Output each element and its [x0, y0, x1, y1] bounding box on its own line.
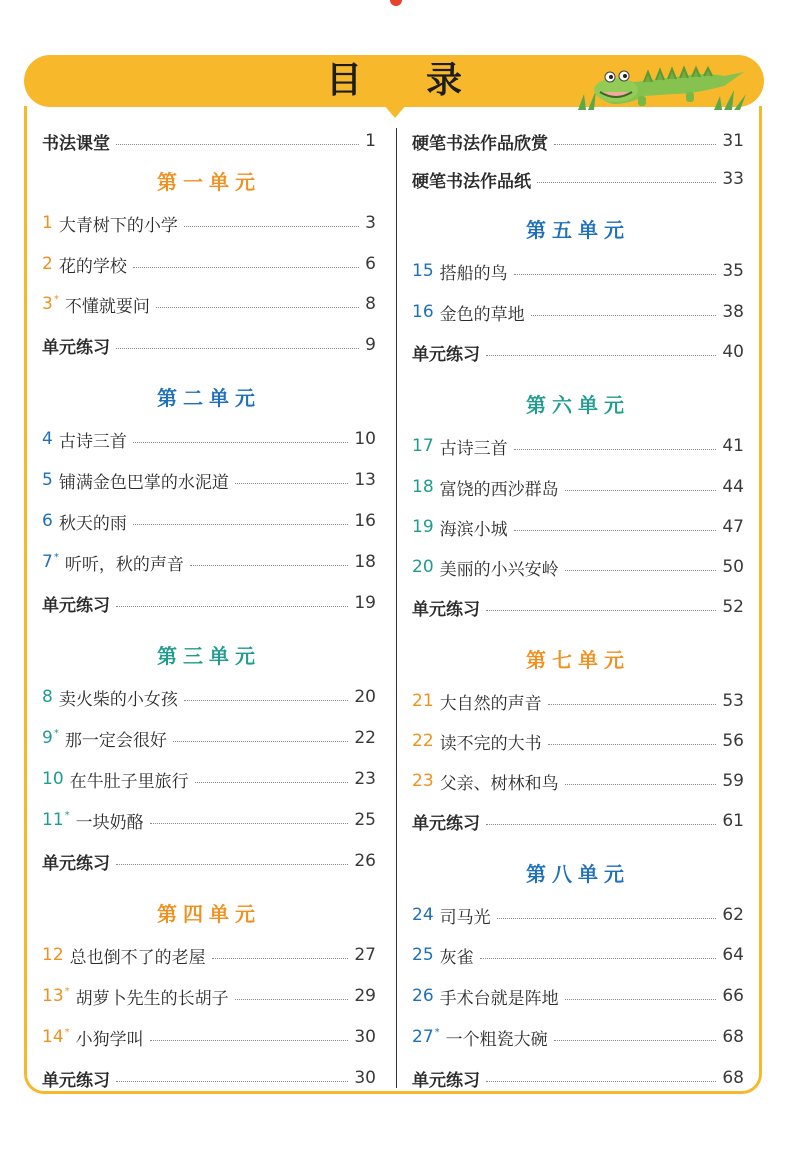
optional-lesson-mark: * [53, 552, 59, 564]
optional-lesson-mark: * [53, 728, 59, 740]
entry-title: 卖火柴的小女孩 [58, 689, 178, 710]
page-number: 66 [722, 986, 744, 1006]
unit-heading: 第五单元 [526, 218, 630, 242]
page-number: 53 [722, 691, 744, 711]
unit-heading: 第一单元 [157, 170, 261, 194]
toc-lesson-entry[interactable] [42, 1024, 376, 1050]
toc-lesson-entry[interactable] [42, 467, 376, 493]
lesson-number-text: 5 [42, 470, 53, 490]
lesson-number-text: 3 [42, 294, 53, 314]
dot-leader [480, 958, 717, 959]
toc-lesson-entry[interactable] [412, 728, 744, 754]
lesson-number [42, 687, 53, 707]
dot-leader [195, 782, 349, 783]
dot-leader [116, 348, 359, 349]
optional-lesson-mark: * [64, 810, 70, 822]
lesson-number [412, 517, 434, 537]
dot-leader [537, 182, 716, 183]
lesson-number-text: 7 [42, 552, 53, 572]
entry-title: 单元练习 [42, 1070, 110, 1091]
lesson-number-text: 22 [412, 731, 434, 751]
toc-lesson-entry[interactable] [412, 688, 744, 714]
page-number: 56 [722, 731, 744, 751]
lesson-number-text: 6 [42, 511, 53, 531]
lesson-number-text: 20 [412, 557, 434, 577]
dot-leader [486, 610, 716, 611]
entry-title: 单元练习 [412, 1070, 480, 1091]
lesson-number-text: 9 [42, 728, 53, 748]
lesson-number-text: 15 [412, 261, 434, 281]
dot-leader [548, 744, 717, 745]
entry-title: 搭船的鸟 [439, 263, 508, 284]
entry-title: 胡萝卜先生的长胡子 [75, 988, 229, 1009]
toc-lesson-entry[interactable] [412, 902, 744, 928]
lesson-number [412, 557, 434, 577]
dot-leader [150, 823, 349, 824]
page-number: 29 [354, 986, 376, 1006]
dot-leader [133, 524, 349, 525]
lesson-number [42, 810, 70, 830]
page-number: 18 [354, 552, 376, 572]
lesson-number-text: 13 [42, 986, 64, 1006]
toc-lesson-entry[interactable] [42, 251, 376, 277]
toc-lesson-entry[interactable] [42, 508, 376, 534]
page-number: 22 [354, 728, 376, 748]
optional-lesson-mark: * [53, 294, 59, 306]
dot-leader [116, 144, 359, 145]
lesson-number [412, 436, 434, 456]
lesson-number-text: 23 [412, 771, 434, 791]
entry-title: 手术台就是阵地 [439, 988, 559, 1009]
page-number: 61 [722, 811, 744, 831]
lesson-number [42, 728, 59, 748]
toc-lesson-entry[interactable] [412, 1024, 744, 1050]
dot-leader [116, 606, 348, 607]
unit-heading: 第三单元 [157, 644, 261, 668]
toc-section-entry[interactable] [42, 1065, 376, 1091]
toc-lesson-entry[interactable] [42, 426, 376, 452]
dot-leader [235, 483, 349, 484]
page-number: 16 [354, 511, 376, 531]
page-number: 30 [354, 1068, 376, 1088]
lesson-number-text: 27 [412, 1027, 434, 1047]
toc-lesson-entry[interactable] [42, 549, 376, 575]
toc-section-entry[interactable] [412, 808, 744, 834]
lesson-number [412, 945, 434, 965]
page-number: 25 [354, 810, 376, 830]
entry-title: 富饶的西沙群岛 [439, 479, 559, 500]
lesson-number-text: 10 [42, 769, 64, 789]
lesson-number [412, 1027, 440, 1047]
dot-leader [565, 490, 717, 491]
toc-lesson-entry[interactable] [42, 983, 376, 1009]
lesson-number [412, 302, 434, 322]
entry-title: 单元练习 [42, 853, 110, 874]
dot-leader [531, 315, 717, 316]
dot-leader [497, 918, 717, 919]
toc-lesson-entry[interactable] [412, 474, 744, 500]
page-number: 41 [722, 436, 744, 456]
lesson-number [42, 511, 53, 531]
optional-lesson-mark: * [64, 986, 70, 998]
entry-title: 古诗三首 [58, 431, 127, 452]
dot-leader [486, 824, 716, 825]
lesson-number-text: 18 [412, 477, 434, 497]
page-number: 40 [722, 342, 744, 362]
optional-lesson-mark: * [64, 1027, 70, 1039]
page-number: 52 [722, 597, 744, 617]
toc-lesson-entry[interactable] [42, 725, 376, 751]
page-number: 33 [722, 169, 744, 189]
optional-lesson-mark: * [434, 1027, 440, 1039]
lesson-number [42, 213, 53, 233]
page-number: 31 [722, 131, 744, 151]
toc-lesson-entry[interactable] [412, 514, 744, 540]
toc-lesson-entry[interactable] [412, 299, 744, 325]
lesson-number-text: 24 [412, 905, 434, 925]
entry-title: 硬笔书法作品欣赏 [412, 133, 548, 154]
page-number: 38 [722, 302, 744, 322]
page-number: 62 [722, 905, 744, 925]
page-number: 68 [722, 1068, 744, 1088]
toc-lesson-entry[interactable] [412, 258, 744, 284]
lesson-number-text: 1 [42, 213, 53, 233]
entry-title: 读不完的大书 [439, 733, 542, 754]
toc-lesson-entry[interactable] [412, 942, 744, 968]
page-number: 68 [722, 1027, 744, 1047]
dot-leader [565, 784, 717, 785]
toc-lesson-entry[interactable] [42, 942, 376, 968]
lesson-number-text: 26 [412, 986, 434, 1006]
dot-leader [235, 999, 349, 1000]
entry-title: 一个粗瓷大碗 [445, 1029, 548, 1050]
toc-lesson-entry[interactable] [42, 766, 376, 792]
lesson-number-text: 17 [412, 436, 434, 456]
dot-leader [554, 144, 716, 145]
unit-heading: 第八单元 [526, 862, 630, 886]
toc-lesson-entry[interactable] [42, 807, 376, 833]
page-number: 6 [365, 254, 376, 274]
entry-title: 单元练习 [42, 595, 110, 616]
page-number: 44 [722, 477, 744, 497]
dot-leader [514, 449, 717, 450]
dot-leader [116, 1081, 348, 1082]
lesson-number-text: 19 [412, 517, 434, 537]
lesson-number [42, 254, 53, 274]
entry-title: 总也倒不了的老屋 [69, 947, 206, 968]
page-number: 23 [354, 769, 376, 789]
entry-title: 金色的草地 [439, 304, 525, 325]
page-number: 13 [354, 470, 376, 490]
lesson-number [412, 261, 434, 281]
lesson-number [412, 771, 434, 791]
entry-title: 单元练习 [42, 337, 110, 358]
page-number: 9 [365, 335, 376, 355]
dot-leader [486, 355, 716, 356]
dot-leader [514, 274, 717, 275]
entry-title: 铺满金色巴掌的水泥道 [58, 472, 229, 493]
entry-title: 硬笔书法作品纸 [412, 171, 531, 192]
dot-leader [565, 570, 717, 571]
dot-leader [116, 864, 348, 865]
entry-title: 大自然的声音 [439, 693, 542, 714]
unit-heading: 第四单元 [157, 902, 261, 926]
dot-leader [486, 1081, 716, 1082]
toc-lesson-entry[interactable] [412, 983, 744, 1009]
lesson-number [412, 477, 434, 497]
page-number: 10 [354, 429, 376, 449]
lesson-number-text: 16 [412, 302, 434, 322]
lesson-number-text: 25 [412, 945, 434, 965]
toc-lesson-entry[interactable] [412, 554, 744, 580]
lesson-number [42, 429, 53, 449]
toc-lesson-entry[interactable] [412, 768, 744, 794]
lesson-number [42, 552, 59, 572]
toc-lesson-entry[interactable] [42, 210, 376, 236]
dot-leader [565, 999, 717, 1000]
entry-title: 花的学校 [58, 256, 127, 277]
entry-title: 单元练习 [412, 599, 480, 620]
lesson-number [412, 691, 434, 711]
entry-title: 秋天的雨 [58, 513, 127, 534]
dot-leader [133, 267, 359, 268]
entry-title: 单元练习 [412, 813, 480, 834]
lesson-number-text: 11 [42, 810, 64, 830]
page-number: 27 [354, 945, 376, 965]
crocodile-illustration [574, 60, 754, 112]
dot-leader [133, 442, 349, 443]
toc-section-entry[interactable] [42, 848, 376, 874]
toc-section-entry[interactable] [42, 332, 376, 358]
entry-title: 不懂就要问 [64, 296, 150, 317]
page-number: 59 [722, 771, 744, 791]
dot-leader [554, 1040, 717, 1041]
entry-title: 那一定会很好 [64, 730, 167, 751]
dot-leader [514, 530, 717, 531]
entry-title: 一块奶酪 [75, 812, 144, 833]
page-number: 47 [722, 517, 744, 537]
entry-title: 小狗学叫 [75, 1029, 144, 1050]
dot-leader [184, 700, 349, 701]
lesson-number [42, 294, 59, 314]
entry-title: 海滨小城 [439, 519, 508, 540]
toc-lesson-entry[interactable] [42, 291, 376, 317]
lesson-number [412, 986, 434, 1006]
page-number: 19 [354, 593, 376, 613]
entry-title: 父亲、树林和鸟 [439, 773, 559, 794]
page-number: 3 [365, 213, 376, 233]
page-number: 1 [365, 131, 376, 151]
toc-lesson-entry[interactable] [42, 684, 376, 710]
entry-title: 书法课堂 [42, 133, 110, 154]
lesson-number [42, 769, 64, 789]
dot-leader [184, 226, 359, 227]
entry-title: 大青树下的小学 [58, 215, 178, 236]
unit-heading: 第二单元 [157, 386, 261, 410]
page-number: 20 [354, 687, 376, 707]
lesson-number [42, 1027, 70, 1047]
page-number: 8 [365, 294, 376, 314]
toc-section-entry[interactable] [412, 594, 744, 620]
page-title: 目录 [325, 60, 526, 101]
dot-leader [212, 958, 349, 959]
lesson-number-text: 21 [412, 691, 434, 711]
page-number: 50 [722, 557, 744, 577]
entry-title: 美丽的小兴安岭 [439, 559, 559, 580]
lesson-number [412, 905, 434, 925]
page-number: 30 [354, 1027, 376, 1047]
dot-leader [156, 307, 359, 308]
toc-section-entry[interactable] [412, 1065, 744, 1091]
unit-heading: 第七单元 [526, 648, 630, 672]
unit-heading: 第六单元 [526, 393, 630, 417]
entry-title: 听听，秋的声音 [64, 554, 184, 575]
lesson-number-text: 8 [42, 687, 53, 707]
page-number: 26 [354, 851, 376, 871]
toc-section-entry[interactable] [412, 339, 744, 365]
entry-title: 灰雀 [439, 947, 474, 968]
lesson-number-text: 12 [42, 945, 64, 965]
toc-section-entry[interactable] [412, 166, 744, 192]
lesson-number [42, 470, 53, 490]
toc-section-entry[interactable] [42, 590, 376, 616]
lesson-number-text: 14 [42, 1027, 64, 1047]
lesson-number-text: 2 [42, 254, 53, 274]
lesson-number-text: 4 [42, 429, 53, 449]
dot-leader [173, 741, 349, 742]
entry-title: 在牛肚子里旅行 [69, 771, 189, 792]
lesson-number [412, 731, 434, 751]
page-number: 64 [722, 945, 744, 965]
entry-title: 单元练习 [412, 344, 480, 365]
entry-title: 古诗三首 [439, 438, 508, 459]
toc-lesson-entry[interactable] [412, 433, 744, 459]
page-number: 35 [722, 261, 744, 281]
dot-leader [150, 1040, 349, 1041]
dot-leader [548, 704, 717, 705]
toc-section-entry[interactable] [412, 128, 744, 154]
column-divider [396, 128, 397, 1088]
top-decoration [390, 0, 402, 6]
toc-section-entry[interactable] [42, 128, 376, 154]
dot-leader [190, 565, 349, 566]
entry-title: 司马光 [439, 907, 491, 928]
lesson-number [42, 945, 64, 965]
lesson-number [42, 986, 70, 1006]
